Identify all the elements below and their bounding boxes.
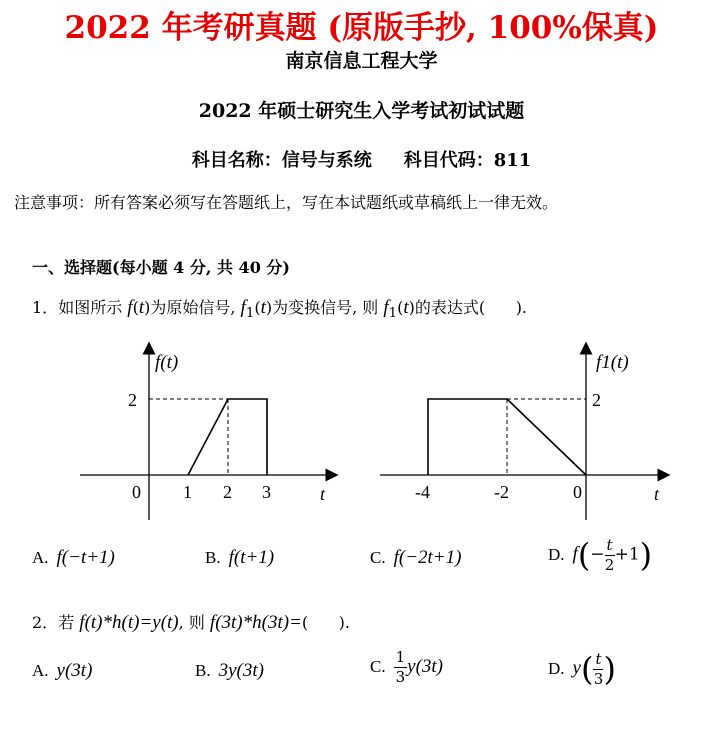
school-name: 南京信息工程大学 — [285, 50, 438, 72]
y-tick: 2 — [592, 390, 601, 410]
question-2: 2．若 f(t)*h(t)=y(t), 则 f(3t)*h(3t)=( ). — [32, 612, 350, 633]
q1-option-c[interactable]: C. f(−2t+1) — [370, 547, 462, 568]
y-tick: 2 — [128, 390, 137, 410]
subject-name: 科目名称：信号与系统 — [191, 150, 372, 171]
banner-title: 2022 年考研真题 (原版手抄, 100%保真) — [64, 10, 659, 46]
graph-f-t — [80, 340, 350, 530]
y-label: f(t) — [155, 352, 179, 373]
x-tick: -2 — [494, 482, 509, 502]
q2-option-c[interactable]: C. $\frac{1}{3}$ y(3t) — [370, 648, 444, 686]
q2-option-b[interactable]: B. 3y(3t) — [195, 660, 264, 681]
x-label: t — [654, 484, 660, 504]
graph-f1-t — [370, 340, 670, 530]
x-tick: 0 — [573, 482, 582, 502]
x-tick: 3 — [262, 482, 271, 502]
q1-option-d[interactable]: D. f(− $\frac{t}{2}$ +1) — [548, 535, 653, 574]
x-label: t — [320, 484, 326, 504]
q1-option-a[interactable]: A. f(−t+1) — [32, 547, 115, 568]
question-number: 1． — [32, 298, 59, 317]
x-tick: 1 — [183, 482, 192, 502]
y-label: f1(t) — [596, 352, 629, 373]
x-tick: 2 — [223, 482, 232, 502]
x-tick: 0 — [132, 482, 141, 502]
q2-option-a[interactable]: A. y(3t) — [32, 660, 93, 681]
section-title: 一、选择题(每小题 4 分, 共 40 分) — [32, 258, 290, 277]
q1-option-b[interactable]: B. f(t+1) — [205, 547, 275, 568]
subject-code: 科目代码：811 — [403, 150, 532, 171]
question-number: 2． — [32, 613, 59, 632]
x-tick: -4 — [415, 482, 430, 502]
question-1: 1．如图所示 f(t)为原始信号, $f_1(t)$为变换信号, 则 $f_1(t)$的表达式( ). — [32, 297, 528, 322]
math-f-t: f — [127, 297, 133, 318]
exam-title: 2022 年硕士研究生入学考试初试试题 — [198, 100, 525, 122]
notice: 注意事项：所有答案必须写在答题纸上，写在本试题纸或草稿纸上一律无效。 — [14, 193, 559, 212]
q2-option-d[interactable]: D. y( $\frac{t}{3}$ ) — [548, 649, 616, 688]
subject-line — [0, 146, 723, 172]
